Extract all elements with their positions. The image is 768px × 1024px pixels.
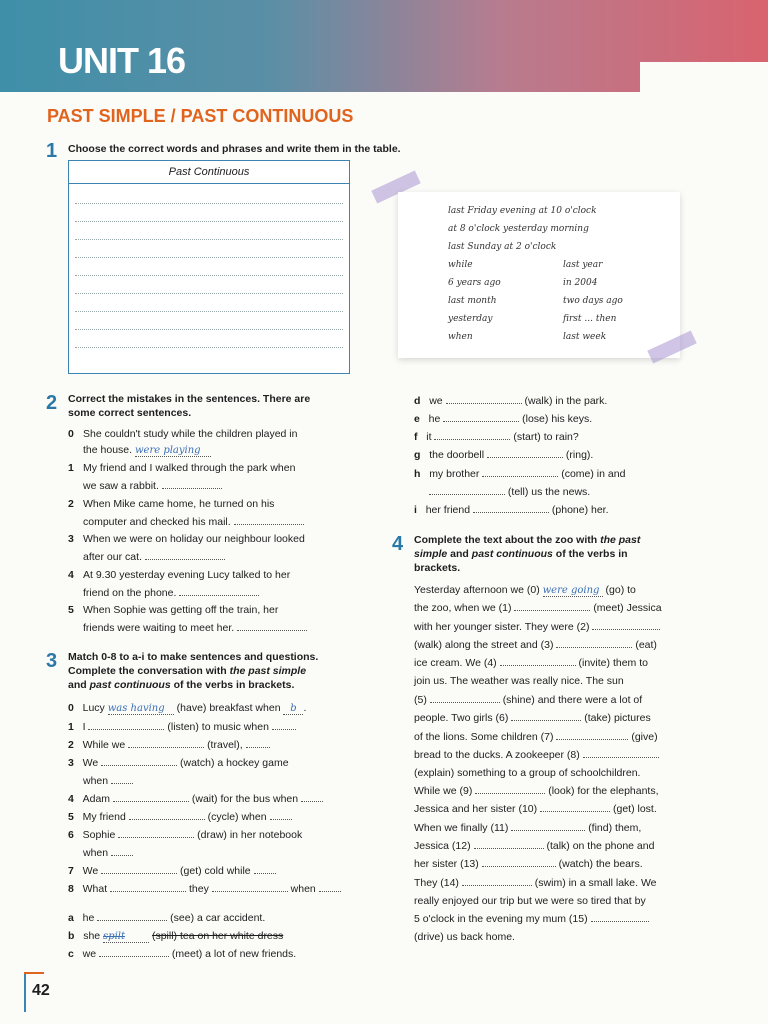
item-number: 1 <box>68 462 74 474</box>
text-line[interactable]: Jessica and her sister (10) (get) lost. <box>414 803 657 815</box>
text-line: really enjoyed our trip but we were so tired that by <box>414 895 646 907</box>
answer-text: were playing <box>135 445 211 457</box>
text-line[interactable]: with her younger sister. They were (2) <box>414 621 660 633</box>
answer-text: was having <box>108 703 174 715</box>
ex1-instruction: Choose the correct words and phrases and write them in the table. <box>68 143 401 155</box>
sentence-text: When Sophie was getting off the train, her <box>83 604 279 616</box>
blank[interactable] <box>162 480 222 489</box>
ex3-instruction: Match 0-8 to a-i to make sentences and questions. <box>68 651 319 663</box>
word-item: first ... then <box>563 314 617 324</box>
table-line[interactable] <box>75 275 343 276</box>
table-header: Past Continuous <box>69 161 349 184</box>
ex3-number: 3 <box>46 650 58 672</box>
answer-letter: b <box>283 703 303 715</box>
ex3-item[interactable]: 0 Lucy was having (have) breakfast when b . <box>68 702 307 714</box>
ex3-item[interactable]: 7 We (get) cold while <box>68 865 276 877</box>
text-line[interactable]: the zoo, when we (1) (meet) Jessica <box>414 602 662 614</box>
page-number: 42 <box>32 982 50 999</box>
answer-text: were going <box>543 585 603 597</box>
section-title: PAST SIMPLE / PAST CONTINUOUS <box>47 106 354 126</box>
word-item: last month <box>448 296 497 306</box>
ex3-item[interactable]: 2 While we (travel), <box>68 739 270 751</box>
sentence-text: after our cat. <box>83 551 142 563</box>
ex4-instruction: Complete the text about the zoo with the past <box>414 534 641 546</box>
table-line[interactable] <box>75 203 343 204</box>
table-line[interactable] <box>75 239 343 240</box>
text-line[interactable]: When we finally (11) (find) them, <box>414 822 642 834</box>
word-item: last Friday evening at 10 o'clock <box>448 206 597 216</box>
text-line: (drive) us back home. <box>414 931 515 943</box>
ex2-instruction: some correct sentences. <box>68 407 192 419</box>
sentence-text: At 9.30 yesterday evening Lucy talked to her <box>83 569 291 581</box>
ex3-letter-item[interactable]: f it (start) to rain? <box>414 431 579 443</box>
answer-line[interactable] <box>83 444 211 457</box>
table-line[interactable] <box>75 293 343 294</box>
text-line[interactable]: They (14) (swim) in a small lake. We <box>414 877 657 889</box>
ex3-item[interactable]: 1 I (listen) to music when <box>68 721 296 733</box>
ex3-item[interactable]: 3 We (watch) a hockey game <box>68 757 289 769</box>
word-item: yesterday <box>448 314 493 324</box>
sentence-text: When Mike came home, he turned on his <box>83 498 275 510</box>
word-item: in 2004 <box>563 278 598 288</box>
text-line[interactable]: Yesterday afternoon we (0) were going (go) to <box>414 584 636 596</box>
table-line[interactable] <box>75 347 343 348</box>
text-line[interactable]: people. Two girls (6) (take) pictures <box>414 712 651 724</box>
table-line[interactable] <box>75 329 343 330</box>
ex3-item-cont[interactable]: when <box>83 775 133 787</box>
sentence-text: the house. <box>83 444 133 456</box>
text-line[interactable]: of the lions. Some children (7) (give) <box>414 731 658 743</box>
word-box <box>398 192 680 358</box>
word-item: at 8 o'clock yesterday morning <box>448 224 589 234</box>
unit-title: UNIT 16 <box>58 40 186 81</box>
sentence-text: My friend and I walked through the park when <box>83 462 296 474</box>
table-line[interactable] <box>75 311 343 312</box>
text-line[interactable]: 5 o'clock in the evening my mum (15) <box>414 913 649 925</box>
blank[interactable] <box>237 622 307 631</box>
sentence-text: we saw a rabbit. <box>83 480 159 492</box>
ex3-letter-item[interactable]: b she spilt (spill) tea on her white dress <box>68 930 284 942</box>
blank[interactable] <box>234 516 304 525</box>
sentence-text: She couldn't study while the children played in <box>83 428 298 440</box>
text-line[interactable]: (5) (shine) and there were a lot of <box>414 694 643 706</box>
blank[interactable] <box>179 587 259 596</box>
text-line[interactable]: Jessica (12) (talk) on the phone and <box>414 840 655 852</box>
table-line[interactable] <box>75 221 343 222</box>
ex3-item[interactable]: 6 Sophie (draw) in her notebook <box>68 829 303 841</box>
blank[interactable] <box>145 551 225 560</box>
answer-line[interactable] <box>83 551 225 563</box>
ex1-number: 1 <box>46 140 58 162</box>
sentence-text: friends were waiting to meet her. <box>83 622 235 634</box>
ex3-item-cont[interactable]: when <box>83 847 133 859</box>
answer-line[interactable] <box>83 587 259 599</box>
ex3-instruction: Complete the conversation with the past simple <box>68 665 307 677</box>
item-number: 3 <box>68 533 74 545</box>
table-line[interactable] <box>75 257 343 258</box>
ex3-item[interactable]: 8 What they when <box>68 883 341 895</box>
ex3-instruction: and past continuous of the verbs in brackets. <box>68 679 295 691</box>
banner-cutout <box>640 62 768 96</box>
page-corner-accent <box>24 972 44 974</box>
sentence-text: When we were on holiday our neighbour looked <box>83 533 305 545</box>
answer-line[interactable] <box>83 480 222 492</box>
page-corner-line <box>24 972 26 1012</box>
text-line[interactable]: ice cream. We (4) (invite) them to <box>414 657 648 669</box>
ex3-letter-item[interactable]: g the doorbell (ring). <box>414 449 594 461</box>
text-line[interactable]: bread to the ducks. A zookeeper (8) <box>414 749 659 761</box>
text-line[interactable]: (walk) along the street and (3) (eat) <box>414 639 657 651</box>
ex3-letter-item[interactable]: (tell) us the news. <box>429 486 590 498</box>
ex3-letter-item[interactable]: e he (lose) his keys. <box>414 413 593 425</box>
item-number: 0 <box>68 428 74 440</box>
ex2-number: 2 <box>46 392 58 414</box>
item-number: 5 <box>68 604 74 616</box>
word-item: 6 years ago <box>448 278 501 288</box>
item-number: 2 <box>68 498 74 510</box>
word-item: two days ago <box>563 296 623 306</box>
ex4-instruction: brackets. <box>414 562 461 574</box>
text-line: (explain) something to a group of schoolchildren. <box>414 767 641 779</box>
ex3-letter-item[interactable]: a he (see) a car accident. <box>68 912 266 924</box>
ex3-letter-item[interactable]: h my brother (come) in and <box>414 468 626 480</box>
past-continuous-table <box>68 160 350 374</box>
text-line[interactable]: While we (9) (look) for the elephants, <box>414 785 659 797</box>
sentence-text: computer and checked his mail. <box>83 516 231 528</box>
text-line: join us. The weather was really nice. The sun <box>414 675 624 687</box>
word-item: last week <box>563 332 607 342</box>
text-line[interactable]: her sister (13) (watch) the bears. <box>414 858 643 870</box>
ex2-instruction: Correct the mistakes in the sentences. There are <box>68 393 311 405</box>
ex4-instruction: simple and past continuous of the verbs in <box>414 548 628 560</box>
ex4-number: 4 <box>392 533 404 555</box>
word-item: last Sunday at 2 o'clock <box>448 242 557 252</box>
sentence-text: friend on the phone. <box>83 587 177 599</box>
answer-line[interactable] <box>83 516 304 528</box>
ex3-letter-item[interactable]: c we (meet) a lot of new friends. <box>68 948 297 960</box>
item-number: 4 <box>68 569 74 581</box>
answer-line[interactable] <box>83 622 307 634</box>
ex3-letter-item[interactable]: i her friend (phone) her. <box>414 504 609 516</box>
ex3-letter-item[interactable]: d we (walk) in the park. <box>414 395 608 407</box>
word-item: when <box>448 332 473 342</box>
answer-text: spilt <box>103 931 149 943</box>
ex3-item[interactable]: 4 Adam (wait) for the bus when <box>68 793 323 805</box>
ex3-item[interactable]: 5 My friend (cycle) when <box>68 811 292 823</box>
word-item: while <box>448 260 473 270</box>
word-item: last year <box>563 260 603 270</box>
